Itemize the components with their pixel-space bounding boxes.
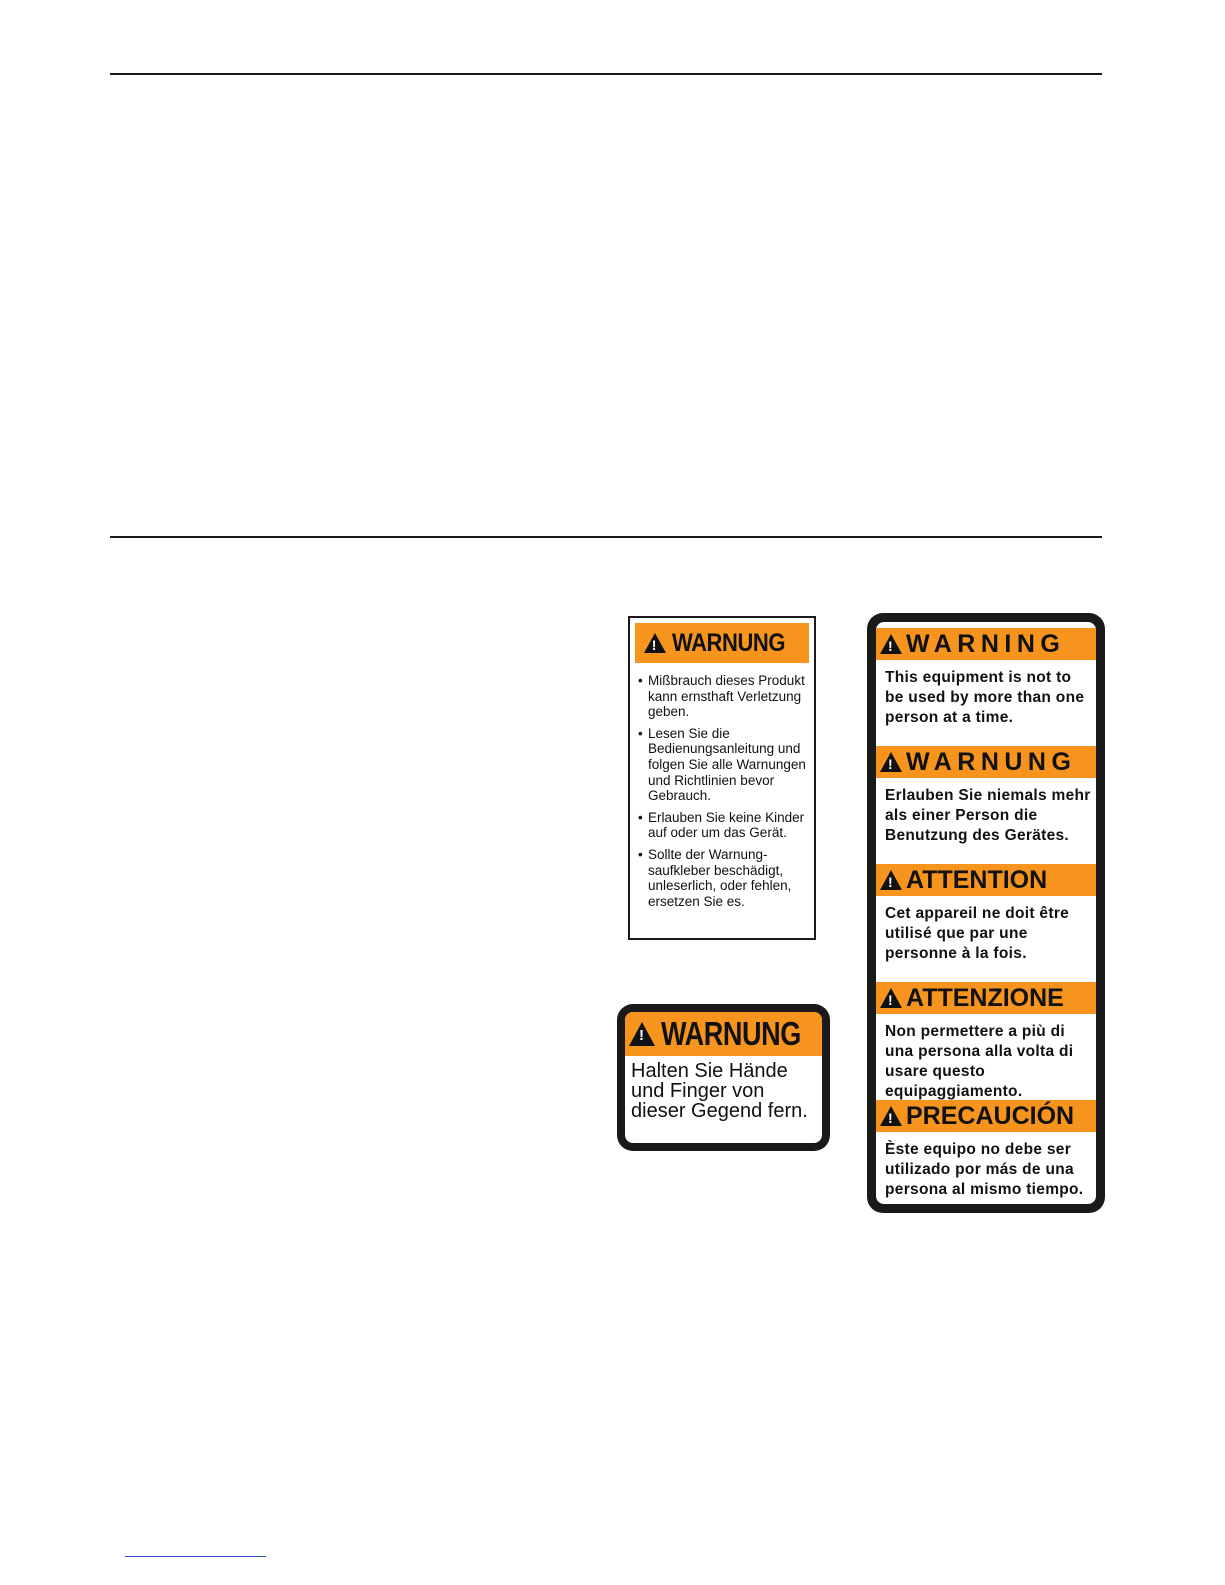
label-section-spanish <box>876 1100 1096 1204</box>
section-title: ATTENTION <box>906 865 1048 894</box>
section-title: WARNING <box>906 629 1066 658</box>
warning-label-multilingual <box>867 613 1105 1213</box>
warning-label-misuse <box>628 616 816 940</box>
middle-divider <box>110 536 1102 538</box>
warning-triangle-icon <box>880 752 902 772</box>
warning-triangle-icon <box>629 1022 655 1046</box>
label-section-german <box>876 746 1096 864</box>
section-title: PRECAUCIÓN <box>906 1101 1075 1130</box>
warning-label-hands <box>617 1004 830 1151</box>
section-text: Cet appareil ne doit être utilisé que par une personne à la fois. <box>885 905 1070 962</box>
section-text: This equipment is not to be used by more than one person at a time. <box>885 669 1085 726</box>
label-header <box>635 623 809 663</box>
section-title: ATTENZIONE <box>906 983 1064 1012</box>
top-divider <box>110 73 1102 75</box>
label-title: WARNUNG <box>671 628 785 657</box>
section-title: WARNUNG <box>906 747 1077 776</box>
label-header <box>625 1012 822 1056</box>
label-text: Halten Sie Hände und Finger von dieser Gegend fern. <box>631 1060 808 1122</box>
warning-triangle-icon <box>644 633 666 653</box>
warning-triangle-icon <box>880 634 902 654</box>
warning-triangle-icon <box>880 988 902 1008</box>
label-section-english <box>876 628 1096 746</box>
warning-triangle-icon <box>880 1106 902 1126</box>
warning-triangle-icon <box>880 870 902 890</box>
label-section-italian <box>876 982 1096 1100</box>
label-title: WARNUNG <box>661 1015 801 1052</box>
bullet-item: • Erlauben Sie keine Kinder auf oder um das Gerät. <box>638 810 810 841</box>
bullet-item: • Mißbrauch dieses Produkt kann ernsthaft Verletzung geben. <box>638 673 810 720</box>
label-section-french <box>876 864 1096 982</box>
warning-bullet-list <box>630 673 814 909</box>
footer-link-underline <box>125 1556 266 1557</box>
section-text: Èste equipo no debe ser utilizado por más de una persona al mismo tiempo. <box>885 1141 1084 1198</box>
bullet-item: • Lesen Sie die Bedienungsanleitung und folgen Sie alle Warnungen und Richtlinien bevor Gebrauch. <box>638 726 810 804</box>
bullet-item: • Sollte der Warnung-saufkleber beschädigt, unleserlich, oder fehlen, ersetzen Sie es. <box>638 847 810 909</box>
section-text: Non permettere a più di una persona alla volta di usare questo equipaggiamento. <box>885 1023 1074 1100</box>
section-text: Erlauben Sie niemals mehr als einer Person die Benutzung des Gerätes. <box>885 787 1091 844</box>
